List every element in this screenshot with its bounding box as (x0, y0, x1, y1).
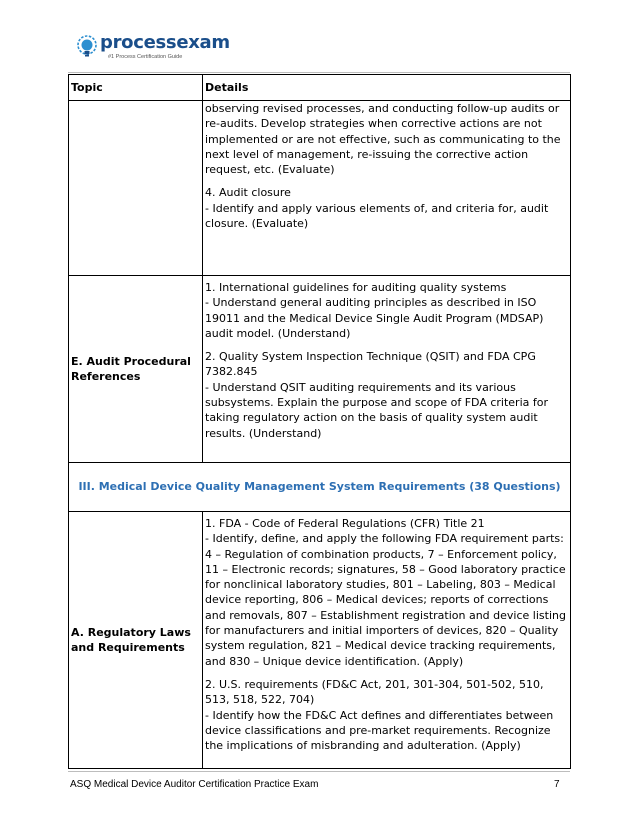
topic-cell (69, 101, 203, 276)
table-row (69, 512, 571, 769)
logo-wordmark: processexam (100, 32, 230, 53)
detail-text: - Identify, define, and apply the following FDA requirement parts: 4 – Regulation of combination products, 7 – Enforcement policy, 11 – Electronic records; signatures, 58 – Good laboratory practice for nonclinical laboratory studies, 801 – Labeling, 803 – Medical device reporting, 806 – Medical devices; reports of corrections and removals, 807 – Establishment registration and device listing for manufacturers and initial importers of devices, 820 – Quality system regulation, 821 – Medical device tracking requirements, and 830 – Unique device identification. (Apply) (205, 532, 566, 668)
detail-text: - Identify how the FD&C Act defines and differentiates between device classifications and pre-market requirements. Recognize the implications of misbranding and adulteration. (Apply) (205, 708, 554, 753)
footer-title: ASQ Medical Device Auditor Certification Practice Exam (70, 779, 319, 790)
detail-text: 4. Audit closure (205, 186, 291, 200)
detail-text: - Understand QSIT auditing requirements and its various subsystems. Explain the purpose and scope of FDA criteria for taking regulatory action on the basis of quality system audit results. (Understand) (205, 380, 548, 440)
detail-text: 2. Quality System Inspection Technique (QSIT) and FDA CPG 7382.845 (205, 350, 536, 379)
table-header-row (69, 75, 571, 101)
detail-text: 2. U.S. requirements (FD&C Act, 201, 301-304, 501-502, 510, 513, 518, 522, 704) (205, 677, 544, 707)
details-cell (203, 276, 571, 463)
topic-cell: A. Regulatory Laws and Requirements (69, 512, 203, 769)
lightbulb-gear-icon (76, 35, 98, 59)
section-heading: III. Medical Device Quality Management System Requirements (38 Questions) (69, 463, 571, 512)
syllabus-table (68, 74, 571, 769)
details-cell (203, 512, 571, 769)
column-header-details: Details (203, 75, 571, 101)
footer-divider (68, 771, 570, 772)
details-cell (203, 101, 571, 276)
table-row (69, 101, 571, 276)
processexam-logo[interactable] (76, 32, 230, 65)
topic-cell: E. Audit Procedural References (69, 276, 203, 463)
page-number: 7 (554, 779, 560, 790)
detail-text: observing revised processes, and conducting follow-up audits or re-audits. Develop strategies when corrective actions are not implemented or are not effective, such as communicating to the next level of management, re-issuing the corrective action request, etc. (Evaluate) (205, 102, 561, 177)
header-divider (68, 72, 570, 73)
section-heading-row (69, 463, 571, 512)
detail-text: - Identify and apply various elements of, and criteria for, audit closure. (Evaluate) (205, 201, 549, 231)
table-row (69, 276, 571, 463)
column-header-topic: Topic (69, 75, 203, 101)
detail-text: 1. International guidelines for auditing quality systems (205, 281, 507, 294)
detail-text: - Understand general auditing principles as described in ISO 19011 and the Medical Device Single Audit Program (MDSAP) audit model. (Understand) (205, 296, 544, 340)
logo-tagline: #1 Process Certification Guide (108, 54, 183, 60)
detail-text: 1. FDA - Code of Federal Regulations (CFR) Title 21 (205, 517, 485, 530)
